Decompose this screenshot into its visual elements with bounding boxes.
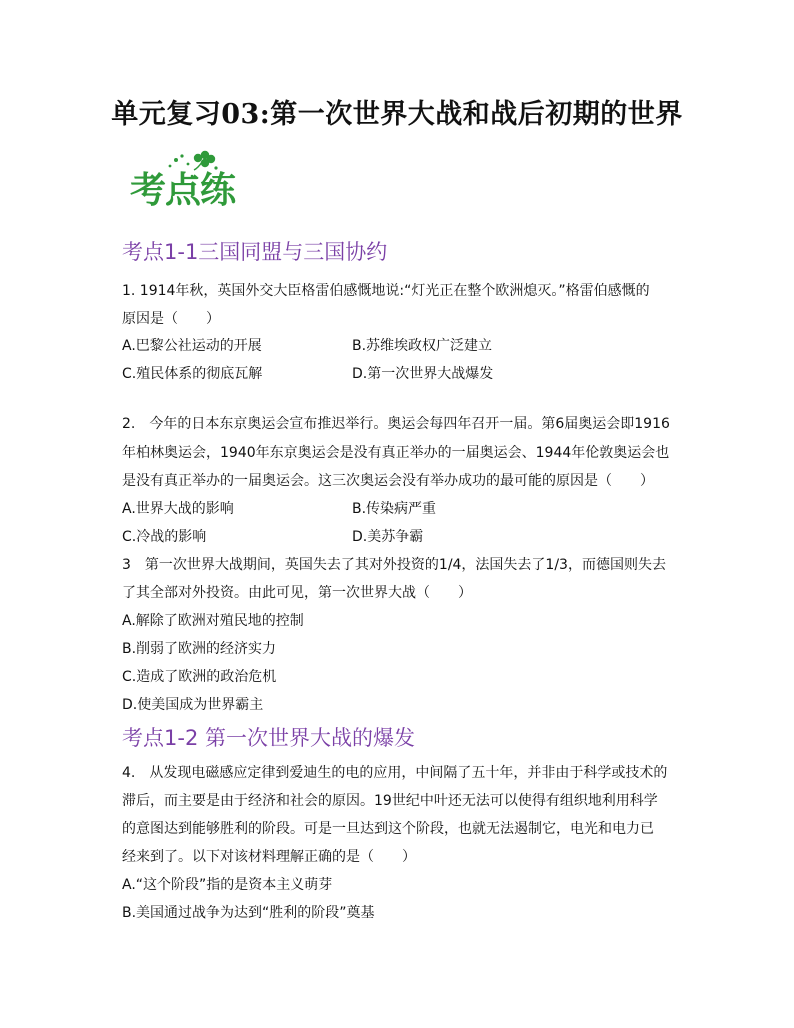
option-b: B.传染病严重 — [352, 501, 437, 517]
option-a: A.巴黎公社运动的开展 — [122, 338, 262, 354]
option-c: C.造成了欧洲的政治危机 — [122, 669, 277, 685]
question-line: 年柏林奥运会，1940年东京奥运会是没有真正举办的一届奥运会、1944年伦敦奥运会也 — [122, 445, 670, 461]
option-d: D.使美国成为世界霸主 — [122, 697, 264, 713]
option-a: A.解除了欧洲对殖民地的控制 — [122, 613, 304, 629]
question-line: 2. 今年的日本东京奥运会宣布推迟举行。奥运会每四年召开一届。第6届奥运会即1916 — [122, 416, 670, 432]
question-line: 的意图达到能够胜利的阶段。可是一旦达到这个阶段，也就无法遏制它，电光和电力已 — [122, 821, 654, 837]
document-title: 单元复习03:第一次世界大战和战后初期的世界 — [111, 99, 683, 130]
question-line: 经来到了。以下对该材料理解正确的是（ ） — [122, 849, 416, 865]
question-line: 原因是（ ） — [122, 311, 220, 327]
section-heading: 考点1-2 第一次世界大战的爆发 — [122, 726, 415, 750]
question-line: 3 第一次世界大战期间，英国失去了其对外投资的1/4，法国失去了1/3，而德国则失去 — [122, 557, 666, 573]
option-b: B.苏维埃政权广泛建立 — [352, 338, 493, 354]
logo-text: 考点练 — [130, 170, 236, 211]
question-line: 滞后，而主要是由于经济和社会的原因。19世纪中叶还无法可以使得有组织地利用科学 — [122, 793, 658, 809]
option-c: C.冷战的影响 — [122, 529, 207, 545]
question-line: 是没有真正举办的一届奥运会。这三次奥运会没有举办成功的最可能的原因是（ ） — [122, 473, 654, 489]
option-b: B.美国通过战争为达到“胜利的阶段”奠基 — [122, 905, 375, 921]
option-d: D.美苏争霸 — [352, 529, 424, 545]
option-c: C.殖民体系的彻底瓦解 — [122, 366, 263, 382]
question-line: 4. 从发现电磁感应定律到爱迪生的电的应用，中间隔了五十年，并非由于科学或技术的 — [122, 765, 668, 781]
kaodianlian-logo — [128, 150, 248, 212]
option-d: D.第一次世界大战爆发 — [352, 366, 494, 382]
option-b: B.削弱了欧洲的经济实力 — [122, 641, 277, 657]
section-heading: 考点1-1三国同盟与三国协约 — [122, 240, 388, 264]
option-a: A.“这个阶段”指的是资本主义萌芽 — [122, 877, 333, 893]
question-line: 1. 1914年秋，英国外交大臣格雷伯感慨地说:“灯光正在整个欧洲熄灭。”格雷伯感慨的 — [122, 283, 650, 299]
option-a: A.世界大战的影响 — [122, 501, 234, 517]
question-line: 了其全部对外投资。由此可见，第一次世界大战（ ） — [122, 585, 472, 601]
